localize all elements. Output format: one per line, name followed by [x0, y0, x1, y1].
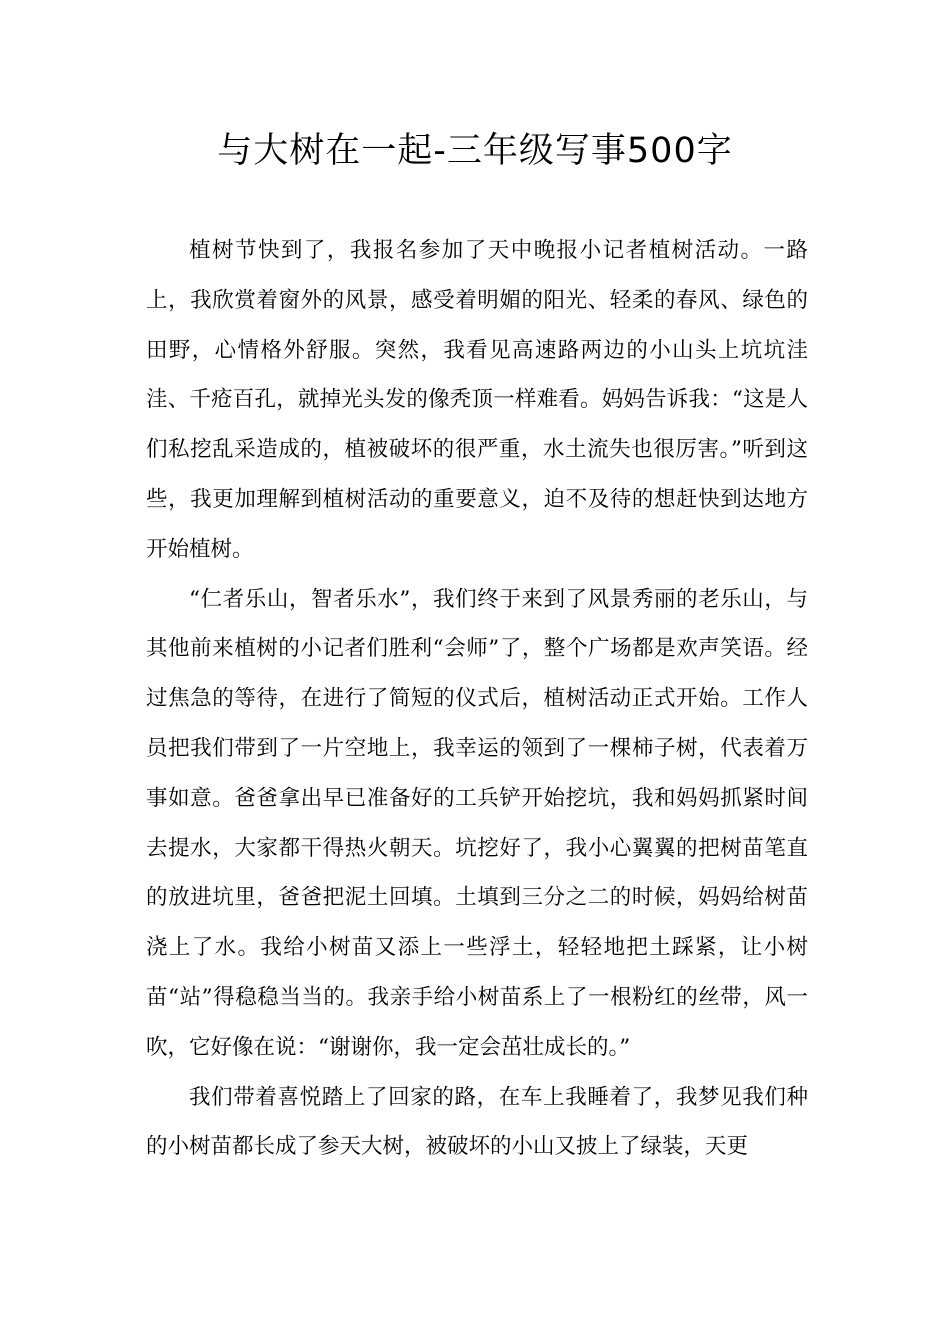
- paragraph-2: “仁者乐山，智者乐水”，我们终于来到了风景秀丽的老乐山，与其他前来植树的小记者们胜利“会师”了，整个广场都是欢声笑语。经过焦急的等待，在进行了简短的仪式后，植树活动正式开始。工作人员把我们带到了一片空地上，我幸运的领到了一棵柿子树，代表着万事如意。爸爸拿出早已准备好的工兵铲开始挖坑，我和妈妈抓紧时间去提水，大家都干得热火朝天。坑挖好了，我小心翼翼的把树苗笔直的放进坑里，爸爸把泥土回填。土填到三分之二的时候，妈妈给树苗浇上了水。我给小树苗又添上一些浮土，轻轻地把土踩紧，让小树苗“站”得稳稳当当的。我亲手给小树苗系上了一根粉红的丝带，风一吹，它好像在说：“谢谢你，我一定会茁壮成长的。”: [146, 586, 808, 1060]
- paragraph-1: 植树节快到了，我报名参加了天中晚报小记者植树活动。一路上，我欣赏着窗外的风景，感受着明媚的阳光、轻柔的春风、绿色的田野，心情格外舒服。突然，我看见高速路两边的小山头上坑坑洼洼、千疮百孔，就掉光头发的像秃顶一样难看。妈妈告诉我：“这是人们私挖乱采造成的，植被破坏的很严重，水土流失也很厉害。”听到这些，我更加理解到植树活动的重要意义，迫不及待的想赶快到达地方开始植树。: [146, 238, 808, 562]
- document-body: [146, 226, 808, 1172]
- paragraph-3: 我们带着喜悦踏上了回家的路，在车上我睡着了，我梦见我们种的小树苗都长成了参天大树，被破坏的小山又披上了绿装，天更: [146, 1084, 808, 1160]
- document-title: 与大树在一起-三年级写事500字: [217, 131, 733, 171]
